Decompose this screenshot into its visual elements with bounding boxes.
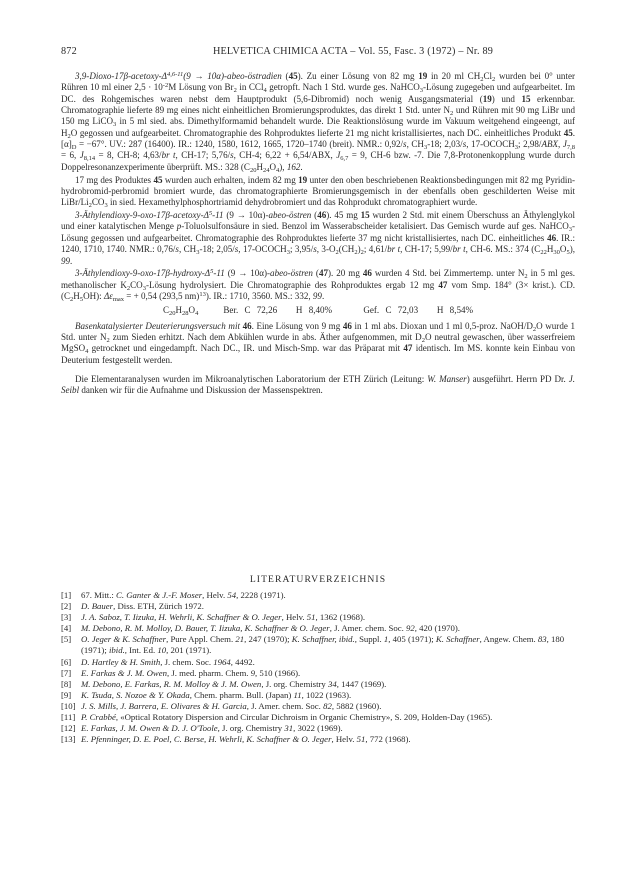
reference-number: [9] [61,689,72,700]
reference-number: [2] [61,601,72,612]
reference-item [61,712,575,723]
analysis-formula: $C_{20}H_{28}O_4$ Ber. C 72,26 H 8,40% Gef. C 72,03 H 8,54% [162,305,474,318]
reference-item [61,657,575,668]
reference-text: M. Debono, E. Farkas, R. M. Molloy & J. M. Owen, J. org. Chemistry 34, 1447 (1969). [81,678,387,689]
reference-item [61,701,575,712]
paragraph: Basenkatalysierter Deuterierungsversuch mit 46. Eine Lösung von 9 mg 46 in 1 ml abs. Dioxan und 1 ml 0,5-proz. NaOH/$D_2O$ wurde 1 Std. unter $N_2$ zum Sieden erhitzt. Nach dem Abkühlen wurde in abs. Äther aufgenommen, mit $D_2O$ neutral gewaschen, über wasserfreiem MgSO$_4$ getrocknet und eingedampft. Nach DC., IR. und Misch-Smp. war das Präparat mit 47 identisch. Im MS. konnte kein Einbau von Deuterium festgestellt werden. [61,320,575,365]
reference-number: [6] [61,656,72,667]
reference-number: [5] [61,634,72,645]
reference-text: P. Crabbé, «Optical Rotatory Dispersion and Circular Dichroism in Organic Chemistry», S. 209, Holden-Day (1965). [81,712,493,723]
reference-text: 67. Mitt.: C. Ganter & J.-F. Moser, Helv. 54, 2228 (1971). [81,590,286,600]
paragraph: 17 mg des Produktes 45 wurden auch erhalten, indem 82 mg 19 unter den oben beschriebenen Reaktionsbedingungen mit 82 mg Pyridin-hydrobromid-perbromid bromiert wurde, das chromatographierte Bromierungsgemisch in der ebenfalls oben geschilderten Weise mit LiBr/$Li_2CO_3$ in sied. Hexamethylphosphortriamid dehydrobromiert und das Rohprodukt chromatographiert wurde. [61,174,575,210]
reference-item [61,690,575,701]
reference-text: J. A. Saboz, T. Iizuka, H. Wehrli, K. Schaffner & O. Jeger, Helv. 51, 1362 (1968). [81,612,366,623]
reference-number: [12] [61,723,76,734]
reference-text: D. Hartley & H. Smith, J. chem. Soc. 1964, 4492. [81,656,255,667]
reference-item [61,723,575,734]
page-number: 872 [61,46,77,57]
reference-text: M. Debono, R. M. Molloy, D. Bauer, T. Iizuka, K. Schaffner & O. Jeger, J. Amer. chem. Soc. 92, 420 (1970). [81,623,460,634]
running-header [61,46,575,60]
reference-item [61,634,575,656]
reference-number: [13] [61,734,76,745]
reference-text: J. S. Mills, J. Barrera, E. Olivares & H. Garcia, J. Amer. chem. Soc. 82, 5882 (1960). [81,700,382,711]
reference-number: [7] [61,667,72,678]
reference-number: [1] [61,590,72,600]
reference-text: K. Tsuda, S. Nozoe & Y. Okada, Chem. pharm. Bull. (Japan) 11, 1022 (1963). [81,689,352,700]
references-heading: LITERATURVERZEICHNIS [249,574,387,585]
reference-text: E. Farkas, J. M. Owen & D. J. O'Toole, J. org. Chemistry 31, 3022 (1969). [81,723,343,734]
reference-item [61,612,575,623]
reference-item [61,668,575,679]
main-text [61,71,575,397]
reference-item [61,601,575,612]
reference-text: E. Pfenninger, D. E. Poel, C. Berse, H. Wehrli, K. Schaffner & O. Jeger, Helv. 51, 772 (1968). [81,734,411,745]
journal-title: HELVETICA CHIMICA ACTA – Vol. 55, Fasc. 3 (1972) – Nr. 89 [212,46,494,57]
reference-number: [10] [61,700,76,711]
reference-number: [4] [61,623,72,634]
reference-text: E. Farkas & J. M. Owen, J. med. pharm. Chem. 9, 510 (1966). [81,667,301,678]
reference-number: [3] [61,612,72,623]
paragraph: $3-Äthylendioxy-9-oxo-17\beta-acetoxy-\Delta^5-11$ (9 → 10α)-abeo-östren (46). 45 mg 15 wurden 2 Std. mit einem Überschuss an Äthylenglykol und einer katalytischen Menge p-Toluolsulfonsäure in sied. Benzol im Wasserabscheider ketalisiert. Das Gemisch wurde auf ges. NaHCO$_3$-Lösung gegossen und aufgearbeitet. Chromatographie des Rohproduktes lieferte 37 mg nicht kristallisiertes, nach DC. einheitliches 46. IR.: 1240, 1710, 1740. NMR.: 0,76/s, $CH_3-18$; 2,05/s, $17-OCOCH_3$; 3,95/s, $3-O_2(CH_2)_2$; 4,61/br t, CH-17; 5,99/br t, CH-6. MS.: 374 $(C_{22}H_{30}O_5)$, 99. [61,210,576,266]
paragraph: $3-Äthylendioxy-9-oxo-17\beta-hydroxy-\Delta^5-11$ (9 → 10α)-abeo-östren (47). 20 mg 46 wurden 4 Std. bei Zimmertemp. unter $N_2$ in 5 ml ges. methanolischer $K_2CO_3$-Lösung hydrolysiert. Die Chromatographie des Rohproduktes ergab 12 mg 47 vom Smp. 184° (3× krist.). CD. $(C_2H_5OH)$: $\Delta\varepsilon_{max}$ = + 0,54 (293,5 nm)$^{13}$). IR.: 1710, 3560. MS.: 332, 99. [61,268,576,304]
reference-item [61,590,575,601]
paragraph: Die Elementaranalysen wurden im Mikroanalytischen Laboratorium der ETH Zürich (Leitung: W. Manser) ausgeführt. Herrn PD Dr. J. Seibl danken wir für die Aufnahme und Diskussion der Massenspektren. [61,374,575,396]
reference-item [61,734,575,745]
spacer [61,366,575,374]
reference-item [61,679,575,690]
references-list [61,590,575,745]
reference-item [61,623,575,634]
paragraph: $3,9-Dioxo-17\beta-acetoxy-\Delta^{4,6-11}(9$ → 10α)-abeo-östradien (45). Zu einer Lösung von 82 mg 19 in 20 ml $CH_2Cl_2$ wurden bei 0° unter Rühren 10 ml einer $2,5 \cdot 10^{-2}M$ Lösung von $Br_2$ in CCl$_4$ getropft. Nach 1 Std. wurde ges. NaHCO$_3$-Lösung zugegeben und aufgearbeitet. Im DC. des Rohgemisches waren nebst dem Hauptprodukt (5,6-Dibromid) noch wenig Ausgangsmaterial (19) und 15 erkennbar. Chromatographie lieferte 89 mg eines nicht einheitlichen Bromierungsproduktes, das direkt 1 Std. unter $N_2$ und Rühren mit 90 mg LiBr und 150 mg LiCO$_3$ in 5 ml sied. abs. Dimethylformamid behandelt wurde. Die Reaktionslösung wurde im Vakuum weitgehend eingeengt, auf $H_2O$ gegossen und aufgearbeitet. Chromatographie des Rohproduktes lieferte 21 mg nicht kristallisiertes, nach DC. einheitliches Produkt 45. $[\alpha]_D = -67^\circ$. UV.: 287 (16400). IR.: 1240, 1580, 1612, 1665, 1720–1740 (breit). NMR.: 0,92/s, $CH_3-18$; 2,03/s, $17-OCOCH_3$; 2,98/ABX, $J_{7,8} = 6$, $J_{8,14} = 8$, CH-8; 4,63/br t, CH-17; 5,76/s, CH-4; 6,22 + 6,54/ABX, $J_{6,7} = 9$, CH-6 bzw. -7. Die 7,8-Protonenkopplung wurde durch Doppelresonanzexperimente überprüft. MS.: 328 $(C_{20}H_{24}O_4)$, 162. [61,71,576,174]
reference-number: [8] [61,678,72,689]
reference-text: O. Jeger & K. Schaffner, Pure Appl. Chem. 21, 247 (1970); K. Schaffner, ibid., Suppl. 1, 405 (1971); K. Schaffner, Angew. Chem. 83, 180 (1971); ibid., Int. Ed. 10, 201 (1971). [81,634,565,656]
reference-text: D. Bauer, Diss. ETH, Zürich 1972. [81,601,204,612]
reference-number: [11] [61,712,76,723]
